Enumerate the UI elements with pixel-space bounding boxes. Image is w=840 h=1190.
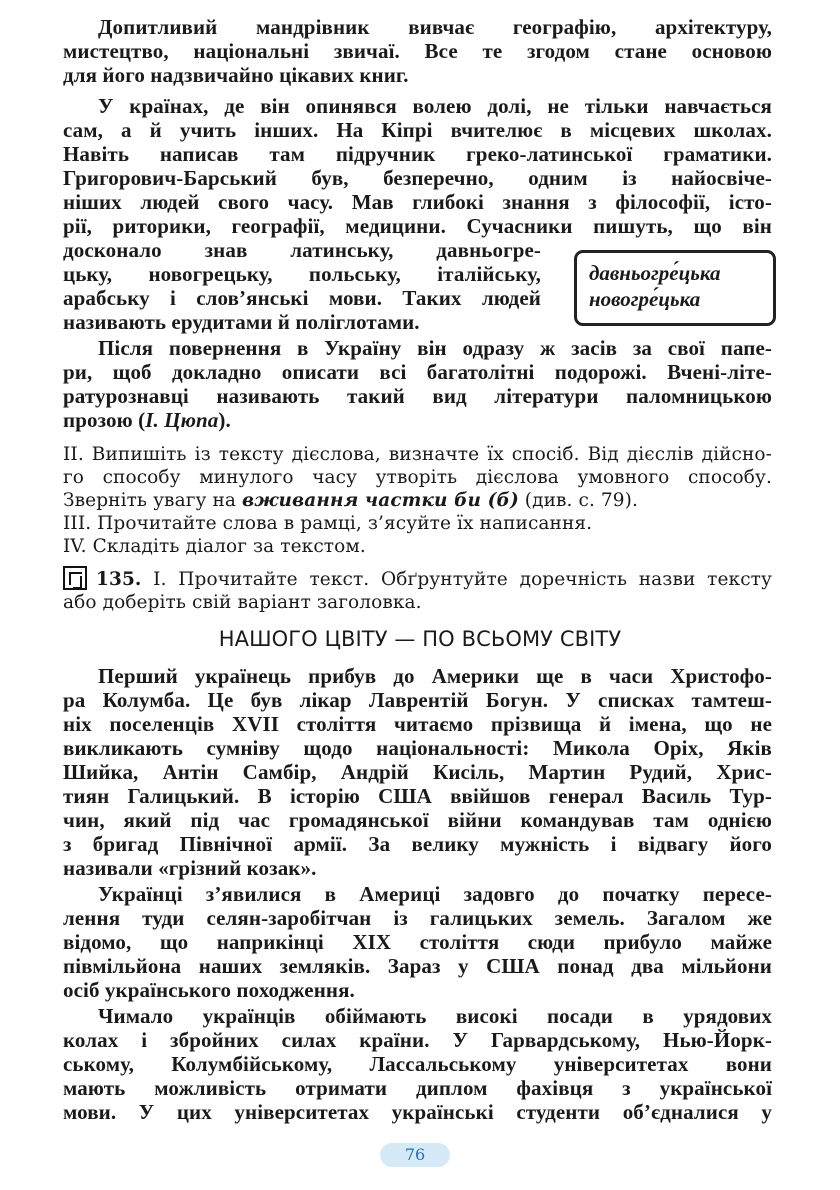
text-line: викликають сумніву щодо національності: Микола Оріх, Яків (63, 736, 772, 760)
text-line: Перший українець прибув до Америки ще в часи Христофо- (98, 664, 772, 688)
text-title: НАШОГО ЦВІТУ — ПО ВСЬОМУ СВІТУ (218, 627, 622, 651)
page-number: 76 (404, 1145, 426, 1164)
frame-word: давньогре́цька (589, 261, 721, 285)
text-line: рії, риторики, географії, медицини. Сучасники пишуть, що він (63, 214, 772, 238)
text-line: осіб українського походження. (63, 978, 355, 1002)
task-number: 135. (96, 569, 142, 590)
text-line: ратурознавці називають такий вид літератури паломницькою (63, 384, 772, 408)
text-line: тиян Галицький. В історію США ввійшов генерал Василь Тур- (63, 784, 772, 808)
text-line: арабську і слов’янські мови. Таких людей (63, 286, 541, 310)
task-line: або доберіть свій варіант заголовка. (63, 592, 422, 613)
text-line: лення туди селян-заробітчан із галицьких земель. Загалом же (63, 906, 772, 930)
text-line: ніх поселенців XVII століття читаємо прізвища й імена, що не (63, 712, 772, 736)
text-line: мають можливість отримати диплом фахівця з української (63, 1076, 772, 1100)
emphasis: вживання частки би (б) (242, 490, 519, 511)
text-line: Шийка, Антін Самбір, Андрій Кисіль, Мартин Рудий, Хрис- (63, 760, 772, 784)
exercise-line: ІІІ. Прочитайте слова в рамці, з’ясуйте їх написання. (63, 513, 593, 534)
exercise-line (63, 489, 638, 513)
text-span: прозою ( (63, 408, 146, 432)
text-line: чин, який під час громадянської війни командував там однією (63, 808, 772, 832)
text-line: цьку, новогрецьку, польську, італійську, (63, 262, 541, 286)
text-line: У країнах, де він опинявся волею долі, не тільки навчається (98, 94, 772, 118)
text-line: колах і збройних силах країни. У Гарвардському, Нью-Йорк- (63, 1028, 772, 1052)
text-line: Навіть написав там підручник греко-латинської граматики. (63, 142, 772, 166)
frame-word: новогре́цька (589, 287, 701, 311)
text-line: відомо, що наприкінці XIX століття сюди прибуло майже (63, 930, 772, 954)
exercise-line: го способу минулого часу утворіть дієслова умовного способу. (63, 467, 772, 488)
text-line: Чимало українців обіймають високі посади в урядових (98, 1004, 772, 1028)
text-line: з бригад Північної армії. За велику мужність і відвагу його (63, 832, 772, 856)
word-frame (574, 250, 776, 326)
text-line: ському, Колумбійському, Лассальському університетах вони (63, 1052, 772, 1076)
text-line: Григорович-Барський був, безперечно, одним із найосвіче- (63, 166, 772, 190)
text-line: сам, а й учить інших. На Кіпрі вчителює в місцевих школах. (63, 118, 772, 142)
text-span: ). (218, 408, 231, 432)
text-line: ніших людей свого часу. Мав глибокі знання з філософії, істо- (63, 190, 772, 214)
exercise-line: ІІ. Випишіть із тексту дієслова, визначте їх спосіб. Від дієслів дійсно- (63, 444, 772, 465)
text-line: досконало знав латинську, давньогре- (63, 238, 541, 262)
text-line: називають ерудитами й поліглотами. (63, 310, 420, 334)
text-line: Після повернення в Україну він одразу ж засів за свої папе- (98, 336, 772, 360)
text-line: Українці з’явилися в Америці задовго до початку пересе- (98, 882, 772, 906)
text-line: ри, щоб докладно описати всі багатолітні подорожі. Вчені-літе- (63, 360, 772, 384)
text-span: (див. с. 79). (518, 490, 638, 511)
text-span: Зверніть увагу на (63, 490, 242, 511)
task-line (96, 568, 772, 592)
text-span: І. Прочитайте текст. Обґрунтуйте доречність назви тексту (141, 569, 772, 590)
text-line: називали «грізний козак». (63, 856, 317, 880)
task-icon (63, 566, 87, 590)
text-line: півмільйона наших земляків. Зараз у США понад два мільйони (63, 954, 772, 978)
text-line: мови. У цих університетах українські студенти об’єдналися у (63, 1100, 772, 1124)
text-line: ра Колумба. Це був лікар Лаврентій Богун. У списках тамтеш- (63, 688, 772, 712)
exercise-line: IV. Складіть діалог за текстом. (63, 536, 366, 557)
author: І. Цюпа (145, 408, 219, 432)
text-line: для його надзвичайно цікавих книг. (63, 63, 409, 87)
text-line: мистецтво, національні звичаї. Все те згодом стане основою (63, 39, 772, 63)
text-line (63, 408, 231, 432)
text-line: Допитливий мандрівник вивчає географію, архітектуру, (98, 15, 772, 39)
